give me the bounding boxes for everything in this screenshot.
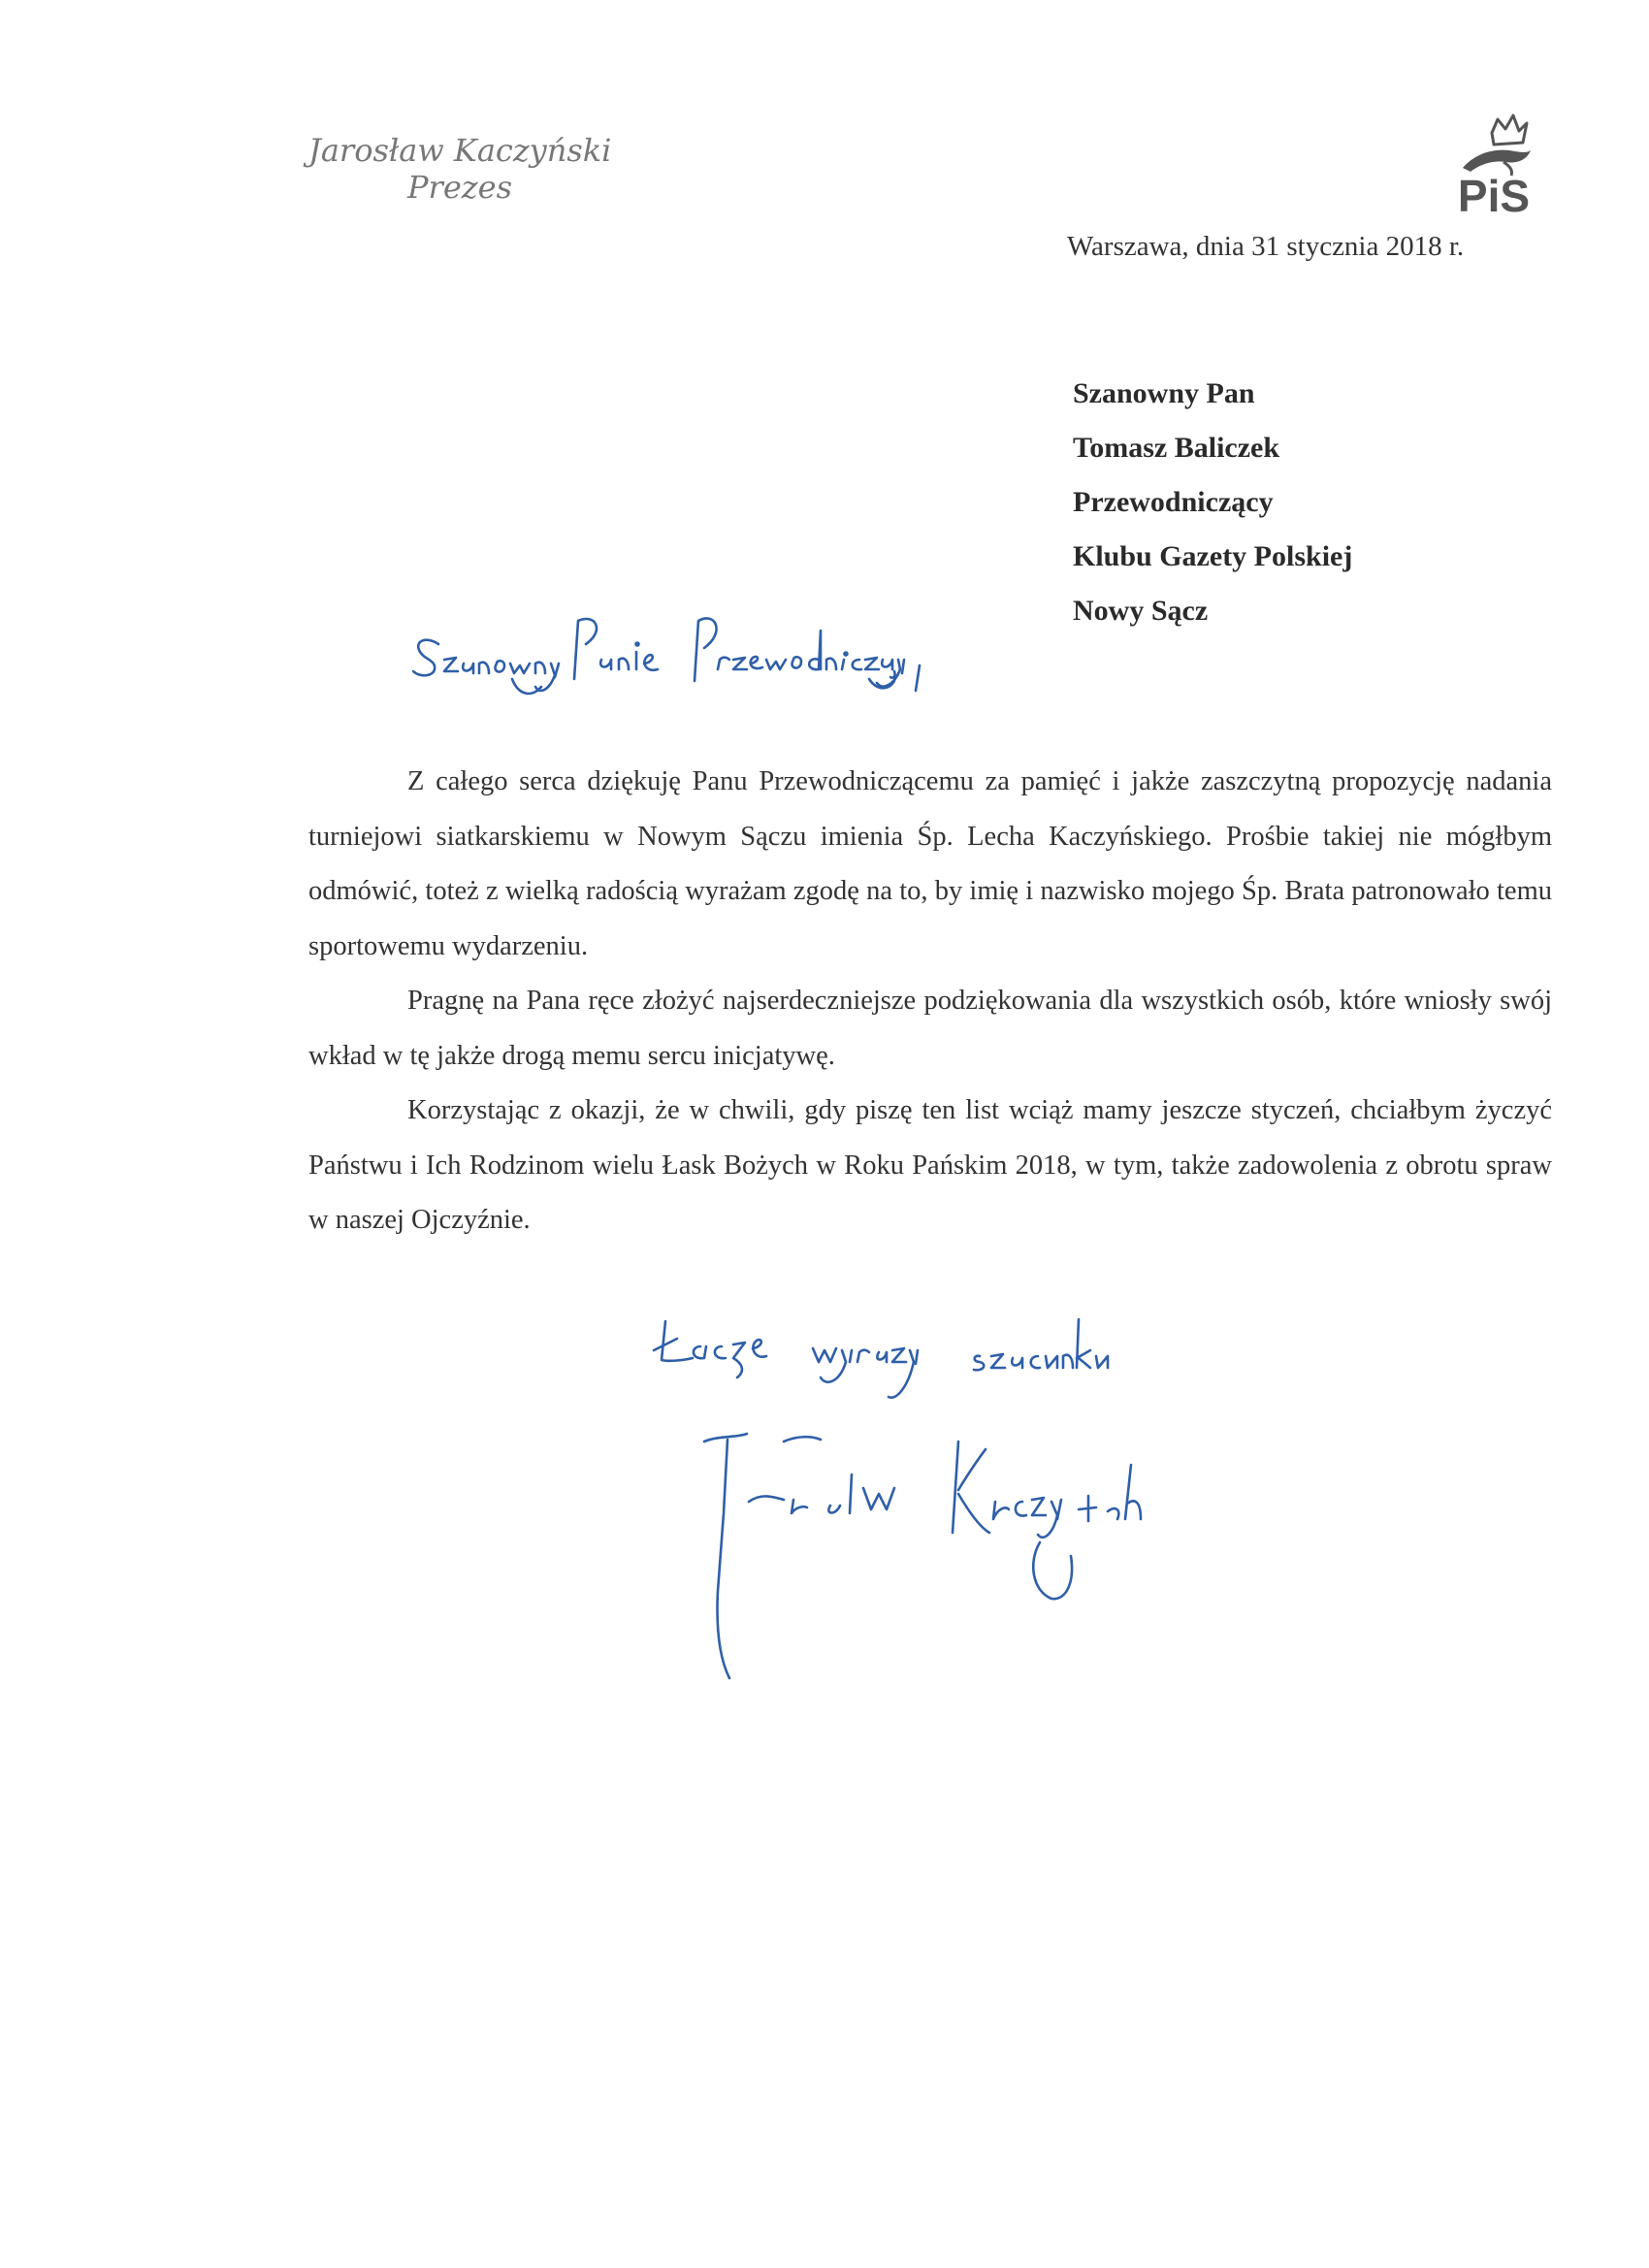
letterhead-sender	[308, 132, 619, 207]
recipient-line: Klubu Gazety Polskiej	[1073, 540, 1353, 572]
logo-text: PiS	[1457, 171, 1531, 218]
sender-role: Prezes	[407, 169, 512, 207]
eagle-crown-icon	[1436, 112, 1552, 218]
date-line: Warszawa, dnia 31 stycznia 2018 r.	[1067, 231, 1465, 262]
body-paragraph: Z całego serca dziękuję Panu Przewodniczącemu za pamięć i jakże zaszczytną propozycję nadania turniejowi siatkarskiemu w Nowym Sączu imienia Śp. Lecha Kaczyńskiego. Prośbie takiej nie mógłbym odmówić, toteż z wielką radością wyrażam zgodę na to, by imię i nazwisko mojego Śp. Brata patronowało temu sportowemu wydarzeniu.	[308, 766, 1552, 961]
recipient-line: Przewodniczący	[1073, 486, 1274, 518]
handwritten-salutation	[413, 618, 920, 693]
body-paragraph: Korzystając z okazji, że w chwili, gdy piszę ten list wciąż mamy jeszcze styczeń, chciałbym życzyć Państwu i Ich Rodzinom wielu Łask Bożych w Roku Pańskim 2018, w tym, także zadowolenia z obrotu spraw w naszej Ojczyźnie.	[308, 1095, 1552, 1235]
party-logo	[1436, 112, 1552, 218]
recipient-line: Szanowny Pan	[1073, 377, 1255, 409]
handwritten-signature	[704, 1434, 1141, 1678]
recipient-line: Tomasz Baliczek	[1073, 432, 1280, 464]
handwritten-closing	[654, 1319, 1108, 1398]
recipient-block	[1073, 367, 1558, 638]
sender-name: Jarosław Kaczyński	[308, 132, 612, 169]
body-paragraph: Pragnę na Pana ręce złożyć najserdeczniejsze podziękowania dla wszystkich osób, które wniosły swój wkład w tę jakże drogą memu sercu inicjatywę.	[308, 986, 1552, 1071]
recipient-line: Nowy Sącz	[1073, 595, 1209, 627]
letter-body	[308, 755, 1552, 1248]
